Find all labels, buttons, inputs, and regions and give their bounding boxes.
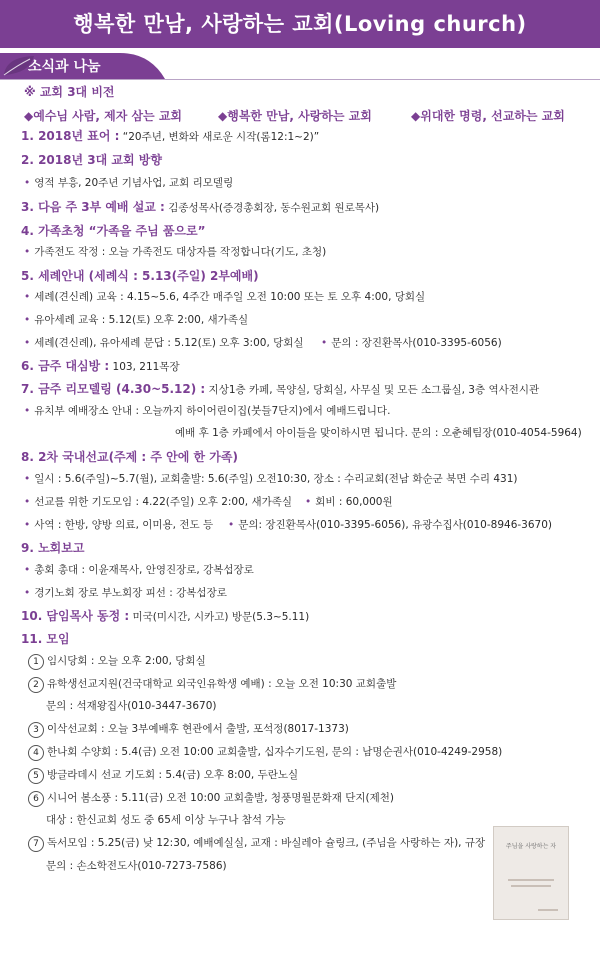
bullet-item: • 유아세례 교육 : 5.12(토) 오후 2:00, 새가족실 xyxy=(24,314,249,326)
section-text: 103, 211목장 xyxy=(109,361,180,373)
section-text: 지상1층 카페, 목양실, 당회실, 사무실 및 모든 소그룹실, 3층 역사전시관 xyxy=(205,384,540,396)
meeting-item: 7 독서모임 : 5.25(금) 낮 12:30, 예배예실실, 교재 : 바실레아 슐링크, (주님을 사랑하는 자), 규장 xyxy=(28,835,485,852)
leaf-icon xyxy=(0,53,38,79)
meeting-item: 2 유학생선교지원(건국대학교 외국인유학생 예배) : 오늘 오전 10:30 교회출발 xyxy=(28,676,396,693)
book-cover-image xyxy=(493,826,569,920)
bullet-item: • 세례(견신례) 교육 : 4.15~5.6, 4주간 매주일 오전 10:00 또는 토 오후 4:00, 당회실 xyxy=(24,291,426,303)
section-11-heading: 11. 모임 xyxy=(21,632,70,646)
header-rule xyxy=(0,79,600,80)
section-7 xyxy=(21,380,539,397)
meeting-continuation: 문의 : 손소학전도사(010-7273-7586) xyxy=(46,860,227,872)
section-8-heading: 8. 2차 국내선교(주제 : 주 안에 한 가족) xyxy=(21,450,238,464)
bullet-item: • 세례(견신례), 유아세례 문답 : 5.12(토) 오후 3:00, 당회실 xyxy=(24,337,304,349)
book-title: 주님을 사랑하는 자 xyxy=(505,843,557,850)
bullet-item: • 영적 부흥, 20주년 기념사업, 교회 리모델링 xyxy=(24,177,234,189)
section-4-heading: 4. 가족초청 “가족을 주님 품으로” xyxy=(21,224,206,238)
bullet-item: • 가족전도 작정 : 오늘 가족전도 대상자를 작정합니다(기도, 초청) xyxy=(24,246,327,258)
section-heading: 7. 금주 리모델링 (4.30~5.12) : xyxy=(21,382,206,396)
bullet-item: • 경기노회 장로 부노회장 피선 : 강복섭장로 xyxy=(24,587,227,599)
section-text: 미국(미시간, 시카고) 방문(5.3~5.11) xyxy=(129,611,310,623)
meeting-item: 6 시니어 봄소풍 : 5.11(금) 오전 10:00 교회출발, 청풍명월문화재 단지(제천) xyxy=(28,790,394,807)
section-5-heading: 5. 세례안내 (세례식 : 5.13(주일) 2부예배) xyxy=(21,269,259,283)
bullet-item: • 사역 : 한방, 양방 의료, 이미용, 전도 등 xyxy=(24,519,214,531)
page-banner: 행복한 만남, 사랑하는 교회(Loving church) xyxy=(0,0,600,48)
section-heading: 3. 다음 주 3부 예배 설교 : xyxy=(21,200,165,214)
book-decoration xyxy=(511,885,551,887)
section-tab xyxy=(0,53,165,79)
section-text: 김종성목사(증경총회장, 동수원교회 원로목사) xyxy=(164,202,380,214)
meeting-item: 3 이삭선교회 : 오늘 3부예배후 현관에서 출발, 포석정(8017-1373) xyxy=(28,721,349,738)
meeting-item: 4 한나회 수양회 : 5.4(금) 오전 10:00 교회출발, 십자수기도원, 문의 : 남명순권사(010-4249-2958) xyxy=(28,744,502,761)
section-10 xyxy=(21,607,309,624)
meeting-continuation: 문의 : 석재왕집사(010-3447-3670) xyxy=(46,700,217,712)
bullet-item: • 문의 : 장진환목사(010-3395-6056) xyxy=(321,337,502,349)
bullet-item: • 총회 총대 : 이윤재목사, 안영진장로, 강복섭장로 xyxy=(24,564,254,576)
book-decoration xyxy=(538,909,558,911)
bullet-item: • 회비 : 60,000원 xyxy=(305,496,393,508)
meeting-continuation: 대상 : 한신교회 성도 중 65세 이상 누구나 참석 가능 xyxy=(46,814,286,826)
bullet-item: • 문의: 장진환목사(010-3395-6056), 유광수집사(010-8946-3670) xyxy=(228,519,552,531)
section-9-heading: 9. 노회보고 xyxy=(21,541,85,555)
book-decoration xyxy=(508,879,554,881)
section-1 xyxy=(21,127,319,144)
bullet-item: • 선교를 위한 기도모임 : 4.22(주일) 오후 2:00, 새가족실 xyxy=(24,496,293,508)
section-6 xyxy=(21,357,180,374)
section-heading: 10. 담임목사 동정 : xyxy=(21,609,130,623)
tab-label: 소식과 나눔 xyxy=(28,59,101,75)
meeting-item: 5 방글라데시 선교 기도회 : 5.4(금) 오후 8:00, 두란노실 xyxy=(28,767,298,784)
section-2-heading: 2. 2018년 3대 교회 방향 xyxy=(21,153,162,167)
vision-item: ◆위대한 명령, 선교하는 교회 xyxy=(411,109,565,123)
meeting-item: 1 임시당회 : 오늘 오후 2:00, 당회실 xyxy=(28,653,206,670)
section-heading: 1. 2018년 표어 : xyxy=(21,129,120,143)
bullet-item: • 유치부 예배장소 안내 : 오늘까지 하이어린이집(붓들7단지)에서 예배드립니다. xyxy=(24,405,391,417)
section-heading: 6. 금주 대심방 : xyxy=(21,359,110,373)
bullet-continuation: 예배 후 1층 카페에서 아이들을 맞이하시면 됩니다. 문의 : 오춘혜팀장(010-4054-5964) xyxy=(175,427,582,439)
bullet-item: • 일시 : 5.6(주일)~5.7(월), 교회출발: 5.6(주일) 오전10:30, 장소 : 수리교회(전남 화순군 북면 수리 431) xyxy=(24,473,518,485)
vision-title: ※ 교회 3대 비전 xyxy=(24,85,115,99)
section-text: “20주년, 변화와 새로운 시작(롬12:1~2)” xyxy=(119,131,320,143)
vision-item: ◆행복한 만남, 사랑하는 교회 xyxy=(218,109,372,123)
section-3 xyxy=(21,198,379,215)
vision-item: ◆예수님 사람, 제자 삼는 교회 xyxy=(24,109,183,123)
